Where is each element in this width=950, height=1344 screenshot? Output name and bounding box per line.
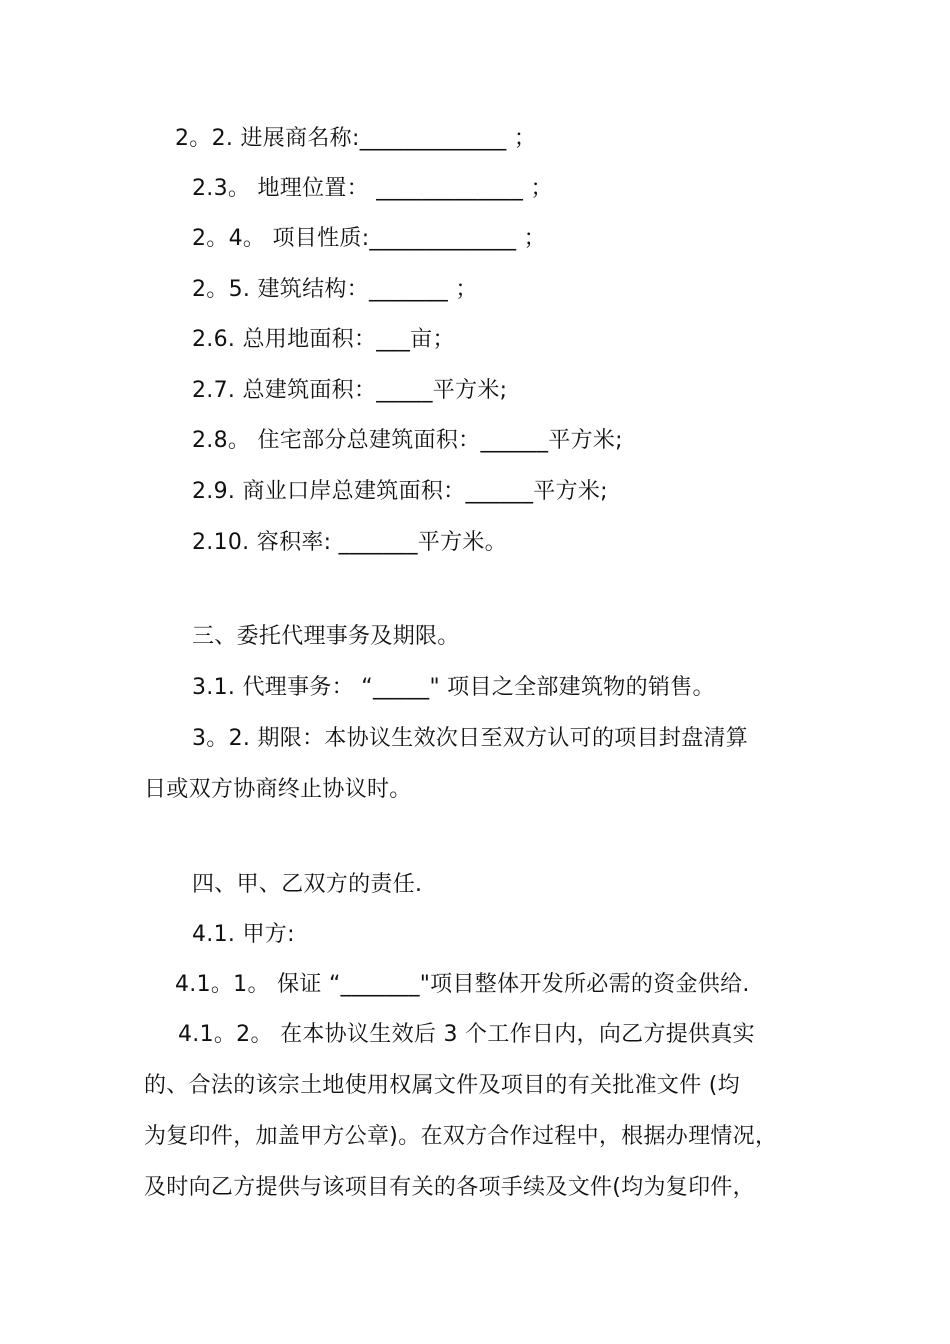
clause-2-3-location: 2.3。 地理位置： _____________ ；: [192, 176, 553, 201]
clause-2-6-land-area: 2.6. 总用地面积：___亩；: [192, 327, 455, 352]
clause-4-1-2-line-4: 及时向乙方提供与该项目有关的各项手续及文件(均为复印件，: [144, 1175, 755, 1200]
clause-2-4-project-nature: 2。4。 项目性质:_____________ ；: [192, 226, 546, 251]
clause-2-7-building-area: 2.7. 总建筑面积：_____平方米;: [192, 378, 508, 403]
clause-2-9-commercial-area: 2.9. 商业口岸总建筑面积：______平方米;: [192, 479, 608, 504]
clause-3-2-term-continued: 日或双方协商终止协议时。: [144, 777, 412, 802]
clause-2-8-residential-area: 2.8。 住宅部分总建筑面积：______平方米;: [192, 428, 623, 453]
section-4-heading: 四、甲、乙双方的责任.: [192, 872, 423, 897]
clause-4-1-1-funding: 4.1。1。 保证 “_______"项目整体开发所必需的资金供给.: [175, 972, 750, 997]
clause-4-1-party-a: 4.1. 甲方:: [192, 922, 295, 947]
clause-3-1-agency-matters: 3.1. 代理事务： “_____" 项目之全部建筑物的销售。: [192, 675, 715, 700]
clause-3-2-term: 3。2. 期限：本协议生效次日至双方认可的项目封盘清算: [192, 726, 749, 751]
clause-4-1-2-line-3: 为复印件，加盖甲方公章)。在双方合作过程中，根据办理情况，: [144, 1124, 778, 1149]
clause-2-10-plot-ratio: 2.10. 容积率: _______平方米。: [192, 530, 507, 555]
section-3-heading: 三、委托代理事务及期限。: [192, 624, 460, 649]
clause-2-2-developer-name: 2。2. 进展商名称:_____________ ；: [175, 126, 537, 151]
clause-4-1-2-documents: 4.1。2。 在本协议生效后 3 个工作日内，向乙方提供真实: [178, 1022, 755, 1047]
clause-4-1-2-line-2: 的、合法的该宗土地使用权属文件及项目的有关批准文件 (均: [144, 1073, 740, 1098]
clause-2-5-structure: 2。5. 建筑结构：_______ ；: [192, 277, 478, 302]
